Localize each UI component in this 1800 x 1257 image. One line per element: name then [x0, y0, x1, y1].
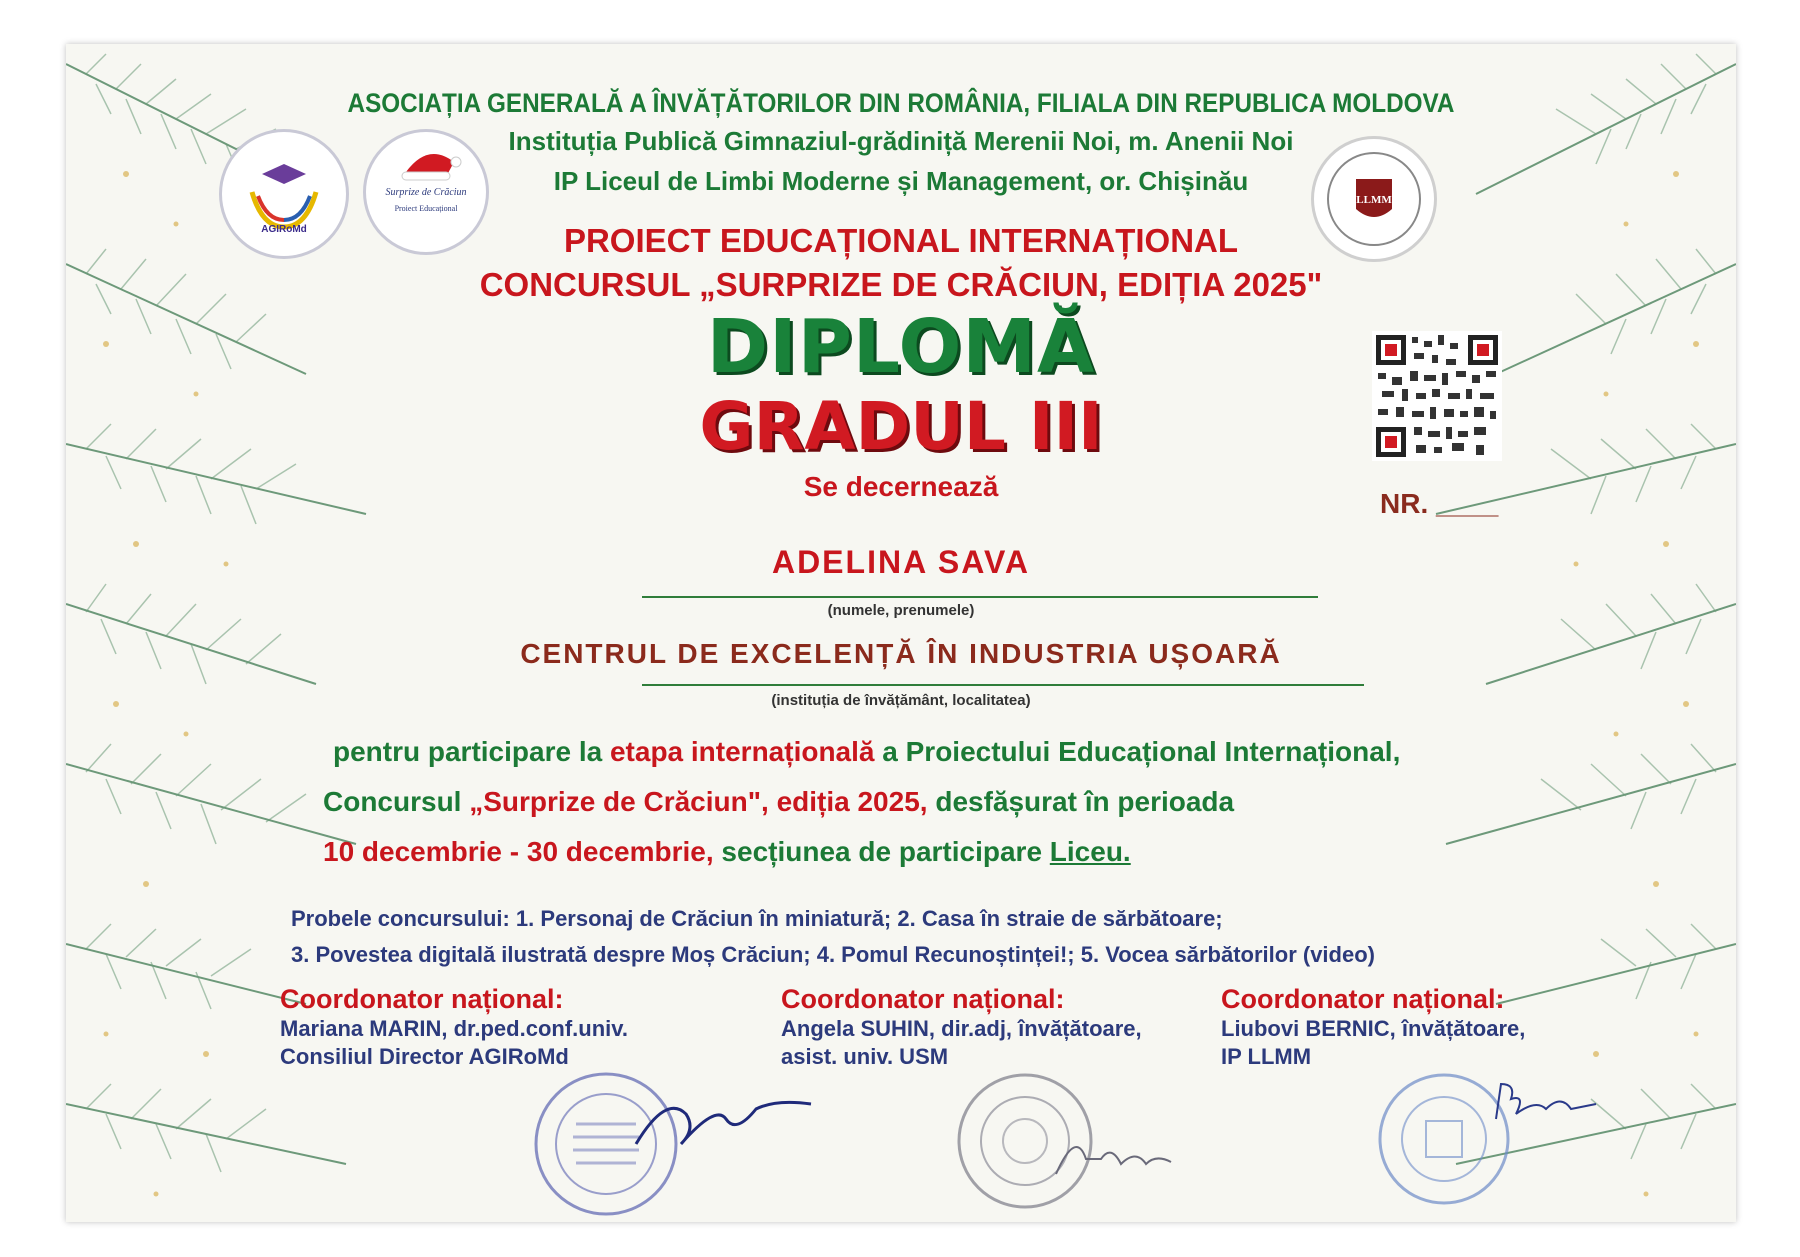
participation-text-line-3	[323, 836, 1131, 868]
diploma-number-label: NR. ____	[1380, 488, 1499, 519]
organization-line-1: ASOCIAȚIA GENERALĂ A ÎNVĂȚĂTORILOR DIN ROMÂNIA, FILIALA DIN REPUBLICA MOLDOVA	[347, 88, 1455, 118]
participation-text-2c: desfășurat în perioada	[927, 786, 1235, 817]
coordinator-name: Angela SUHIN, dir.adj, învățătoare,	[781, 1016, 1142, 1041]
signature-bernic	[1486, 1074, 1606, 1134]
recipient-name: ADELINA SAVA	[771, 544, 1031, 580]
coordinator-title: Coordonator național:	[1221, 984, 1505, 1014]
signature-marin	[626, 1074, 826, 1164]
surprize-logo-line1: Surprize de Crăciun	[385, 187, 467, 198]
coordinator-name: Mariana MARIN, dr.ped.conf.univ.	[280, 1016, 628, 1041]
participation-text-1c: a Proiectului Educațional Internațional,	[874, 736, 1401, 767]
contest-name-edition: „Surprize de Crăciun", ediția 2025,	[469, 786, 928, 817]
diploma-certificate	[66, 44, 1736, 1222]
awarded-label: Se decernează	[803, 471, 999, 502]
contest-probes-line-1: Probele concursului: 1. Personaj de Crăciun în miniatură; 2. Casa în straie de sărbătoare;	[291, 906, 1223, 931]
coordinator-affiliation: IP LLMM	[1221, 1044, 1312, 1069]
organization-line-3: IP Liceul de Limbi Moderne și Management, or. Chișinău	[553, 166, 1249, 196]
agiromd-logo-label: AGIRoMd	[261, 224, 307, 235]
surprize-logo-line2: Proiect Educațional	[394, 204, 458, 213]
organization-line-2: Instituția Publică Gimnaziul-grădiniță Merenii Noi, m. Anenii Noi	[508, 126, 1294, 156]
participation-section: Liceu.	[1049, 836, 1131, 867]
coordinator-title: Coordonator național:	[280, 984, 564, 1014]
coordinator-name: Liubovi BERNIC, învățătoare,	[1221, 1016, 1526, 1041]
contest-probes-line-2: 3. Povestea digitală ilustrată despre Moș Crăciun; 4. Pomul Recunoștinței!; 5. Vocea sărbătorilor (video)	[291, 942, 1375, 967]
project-title-line-1: PROIECT EDUCAȚIONAL INTERNAȚIONAL	[563, 222, 1239, 259]
institution-underline	[642, 684, 1364, 686]
coordinator-affiliation: asist. univ. USM	[781, 1044, 949, 1069]
coordinator-block-2	[781, 984, 1142, 1071]
recipient-name-caption: (numele, prenumele)	[827, 602, 975, 619]
participation-text-2a: Concursul	[323, 786, 470, 817]
contest-period: 10 decembrie - 30 decembrie,	[323, 836, 714, 867]
participation-text-3b: secțiunea de participare	[713, 836, 1050, 867]
participation-text-1a: pentru participare la	[333, 736, 610, 767]
recipient-name-underline	[642, 596, 1318, 598]
coordinator-block-3	[1221, 984, 1525, 1071]
participation-text-line-1	[333, 736, 1400, 768]
diploma-title: DIPLOMĂ	[706, 304, 1096, 390]
coordinator-affiliation: Consiliul Director AGIRoMd	[280, 1044, 569, 1069]
signature-suhin	[1051, 1124, 1181, 1184]
coordinator-block-1	[280, 984, 628, 1071]
participation-text-line-2	[323, 786, 1234, 818]
institution-caption: (instituția de învățământ, localitatea)	[771, 692, 1031, 709]
participation-stage: etapa internațională	[609, 736, 875, 767]
institution-name: CENTRUL DE EXCELENȚĂ ÎN INDUSTRIA UȘOARĂ	[520, 638, 1282, 669]
coordinator-title: Coordonator național:	[781, 984, 1065, 1014]
project-title-line-2: CONCURSUL „SURPRIZE DE CRĂCIUN, EDIȚIA 2025"	[479, 266, 1323, 303]
llmm-logo-label: LLMM	[1356, 194, 1392, 206]
diploma-degree: GRADUL III	[699, 388, 1103, 465]
